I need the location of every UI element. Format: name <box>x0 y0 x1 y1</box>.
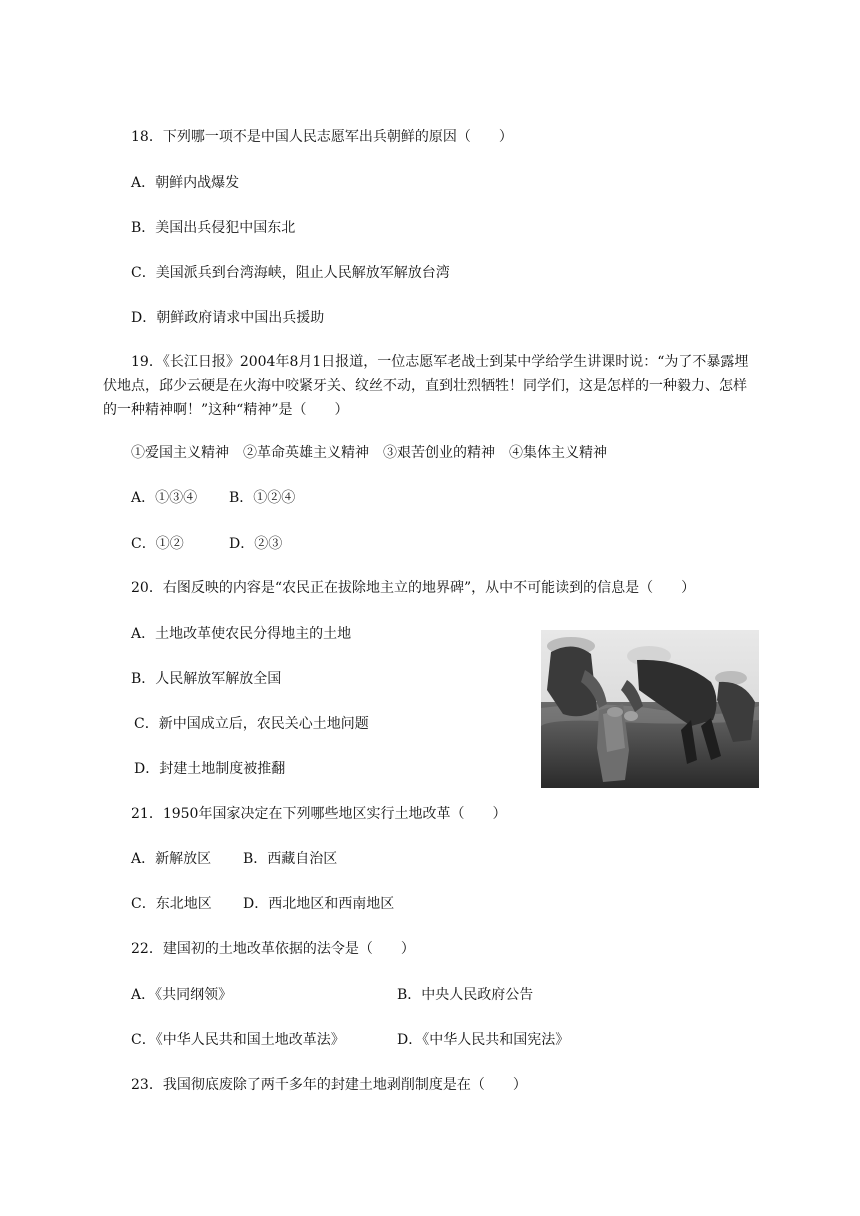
question-23-stem: 23．我国彻底废除了两千多年的封建土地剥削制度是在（ ） <box>131 1077 527 1093</box>
question-22-option-d: D．《中华人民共和国宪法》 <box>397 1032 570 1048</box>
question-19-option-b: B．①②④ <box>229 490 296 506</box>
question-21-option-a: A．新解放区 <box>131 851 212 867</box>
question-22-option-a: A．《共同纲领》 <box>131 987 233 1003</box>
question-21-stem: 21．1950年国家决定在下列哪些地区实行土地改革（ ） <box>131 806 507 822</box>
question-18-option-b: B．美国出兵侵犯中国东北 <box>131 220 296 236</box>
question-20-stem: 20．右图反映的内容是“农民正在拔除地主立的地界碑”，从中不可能读到的信息是（ ） <box>131 580 696 596</box>
question-18-option-d: D．朝鲜政府请求中国出兵援助 <box>131 310 325 326</box>
question-19-stem: 19．《长江日报》2004年8月1日报道，一位志愿军老战士到某中学给学生讲课时说：“为了不暴露埋伏地点，邱少云硬是在火海中咬紧牙关、纹丝不动，直到壮烈牺牲！同学们，这是怎样的一种毅力、怎样的一种精神啊！”这种“精神”是（ ） <box>103 354 749 418</box>
question-21-option-d: D．西北地区和西南地区 <box>243 896 395 912</box>
question-19-option-a: A．①③④ <box>131 490 198 506</box>
question-20-option-a: A．土地改革使农民分得地主的土地 <box>131 626 352 642</box>
question-22-option-b: B．中央人民政府公告 <box>397 987 534 1003</box>
question-18-option-a: A．朝鲜内战爆发 <box>131 175 240 191</box>
question-19-option-c: C．①② <box>131 536 184 552</box>
question-18-stem: 18．下列哪一项不是中国人民志愿军出兵朝鲜的原因（ ） <box>131 129 513 145</box>
question-19-choices: ①爱国主义精神 ②革命英雄主义精神 ③艰苦创业的精神 ④集体主义精神 <box>131 445 607 461</box>
question-20-option-d: D．封建土地制度被推翻 <box>134 761 286 777</box>
farmers-removing-boundary-stone-photo <box>541 630 759 788</box>
question-22-option-c: C．《中华人民共和国土地改革法》 <box>131 1032 345 1048</box>
question-18-option-c: C．美国派兵到台湾海峡，阻止人民解放军解放台湾 <box>131 265 450 281</box>
question-21-option-b: B．西藏自治区 <box>243 851 338 867</box>
question-19-option-d: D．②③ <box>229 536 283 552</box>
question-22-stem: 22．建国初的土地改革依据的法令是（ ） <box>131 941 415 957</box>
question-20-option-b: B．人民解放军解放全国 <box>131 671 282 687</box>
question-20-option-c: C．新中国成立后，农民关心土地问题 <box>134 716 369 732</box>
question-21-option-c: C．东北地区 <box>131 896 212 912</box>
